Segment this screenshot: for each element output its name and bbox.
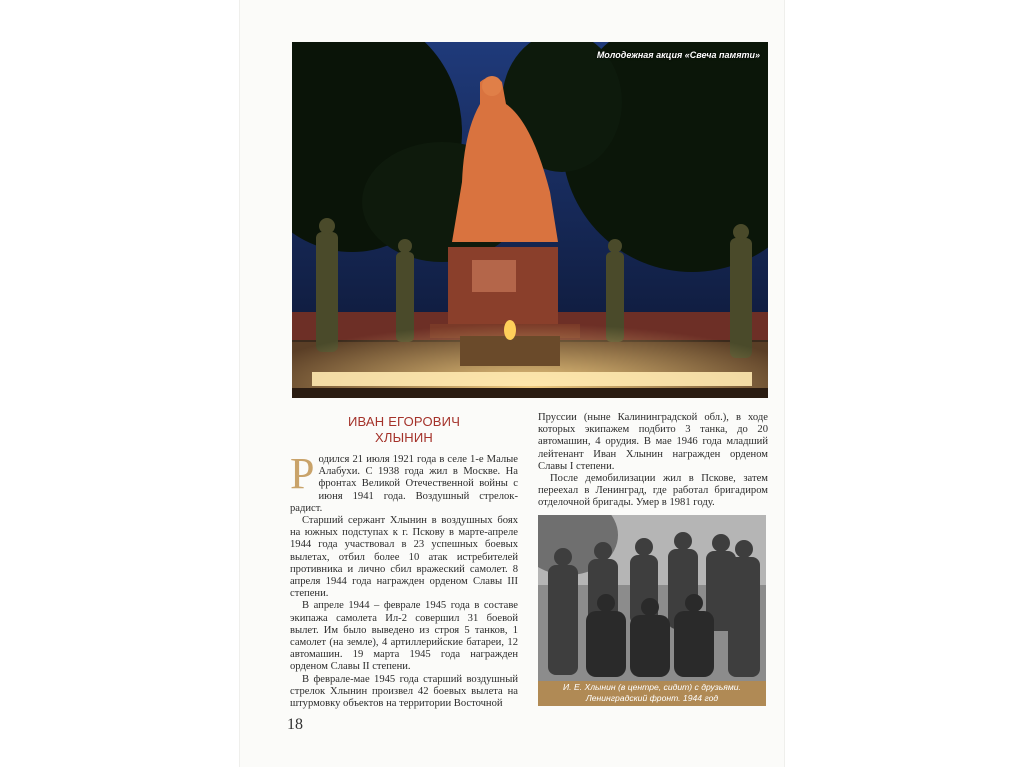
paragraph-6: После демобилизации жил в Пскове, затем переехал в Ленинград, где работал бригадиром отделочной бригады. Умер в 1981 году. bbox=[538, 473, 768, 509]
memorial-illustration bbox=[292, 42, 768, 398]
paragraph-4: В феврале-мае 1945 года старший воздушный стрелок Хлынин произвел 42 боевых вылета на штурмовку объектов на территории Восточной bbox=[290, 673, 518, 710]
paragraph-2: Старший сержант Хлынин в воздушных боях на южных подступах к г. Пскову в марте-апреле 1944 года участвовал в 23 успешных боевых вылетах, отбил более 10 атак истребителей противника и лично сбил вражеский самолет. 8 апреля 1944 года награжден орденом Славы III степени. bbox=[290, 515, 518, 600]
group-photo-caption bbox=[538, 681, 766, 706]
heading-name-line2: ХЛЫНИН bbox=[374, 430, 434, 445]
dropcap-letter: Р bbox=[290, 449, 315, 498]
group-photo bbox=[538, 515, 766, 705]
paragraph-5: Пруссии (ныне Калининградской обл.), в ходе которых экипажем подбито 3 танка, до 20 автомашин, 4 орудия. В мае 1946 года младший лейтенант Иван Хлынин награжден орденом Славы I степени. bbox=[538, 412, 768, 472]
photo-caption-line2: Ленинградский фронт. 1944 год bbox=[585, 693, 719, 703]
memorial-photo bbox=[292, 42, 768, 398]
right-column bbox=[538, 412, 768, 510]
paragraph-1 bbox=[290, 449, 518, 515]
paragraph-3: В апреле 1944 – феврале 1945 года в составе экипажа самолета Ил-2 совершил 31 боевой вылет. Им было выведено из строя 5 танков, 1 самолет (на земле), 4 артиллерийские батареи, 12 автомашин. 19 марта 1945 года награжден орденом Славы II степени. bbox=[290, 600, 518, 673]
heading-name-line1: ИВАН ЕГОРОВИЧ bbox=[347, 414, 461, 429]
photo-caption-line1: И. Е. Хлынин (в центре, сидит) с друзьями. bbox=[563, 682, 741, 692]
paragraph-1-text: одился 21 июля 1921 года в селе 1-е Малые Алабухи. С 1938 года жил в Москве. На фронтах Великой Отечественной войны с июня 1941 года. Воздушный стрелок-радист. bbox=[290, 454, 518, 514]
article-heading bbox=[290, 414, 518, 446]
page-number: 18 bbox=[287, 716, 303, 733]
left-column bbox=[290, 412, 518, 710]
group-photo-illustration bbox=[538, 515, 766, 705]
hero-caption: Молодежная акция «Свеча памяти» bbox=[596, 50, 760, 60]
